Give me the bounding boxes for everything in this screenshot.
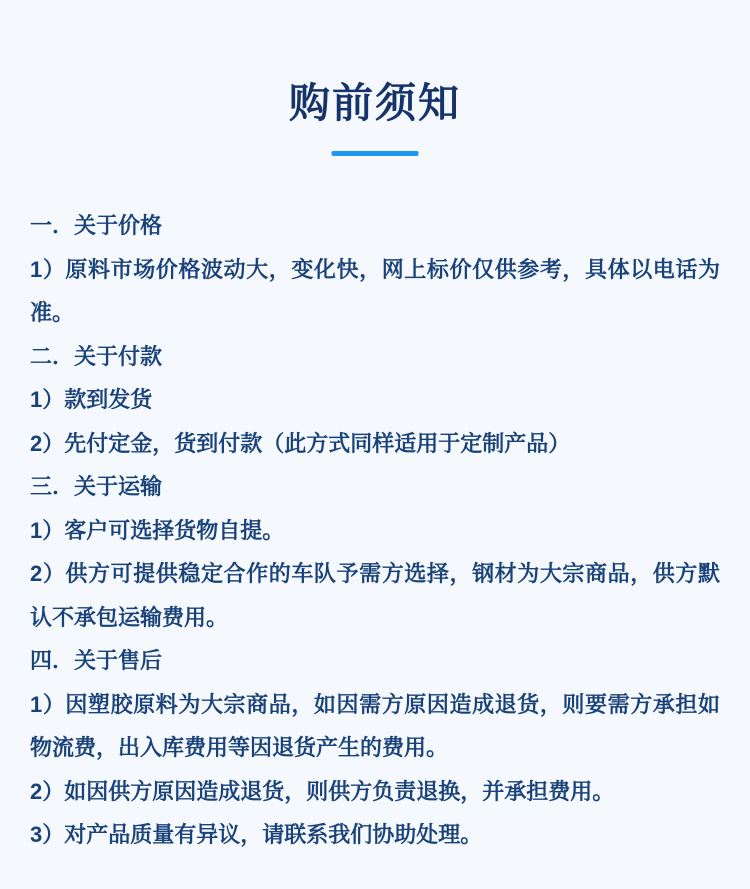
notice-item: 1）原料市场价格波动大，变化快，网上标价仅供参考，具体以电话为准。 — [30, 256, 720, 325]
section-heading-aftersales: 四．关于售后 — [30, 648, 163, 673]
section-heading-payment: 二．关于付款 — [30, 343, 163, 369]
notice-item: 1）款到发货 — [30, 387, 153, 412]
section-heading-price: 一．关于价格 — [30, 213, 163, 238]
notice-body — [30, 204, 720, 857]
notice-item: 3）对产品质量有异议，请联系我们协助处理。 — [30, 822, 483, 847]
notice-item: 2）供方可提供稳定合作的车队予需方选择，钢材为大宗商品，供方默认不承包运输费用。 — [30, 561, 720, 630]
section-heading-shipping: 三．关于运输 — [30, 474, 163, 499]
notice-item: 2）先付定金，货到付款（此方式同样适用于定制产品） — [30, 430, 571, 456]
notice-item: 1）因塑胶原料为大宗商品，如因需方原因造成退货，则要需方承担如物流费，出入库费用等因退货产生的费用。 — [30, 691, 720, 760]
notice-item: 1）客户可选择货物自提。 — [30, 517, 285, 543]
notice-item: 2）如因供方原因造成退货，则供方负责退换，并承担费用。 — [30, 778, 615, 804]
page-title: 购前须知 — [289, 80, 461, 126]
title-underline-divider — [332, 151, 419, 156]
